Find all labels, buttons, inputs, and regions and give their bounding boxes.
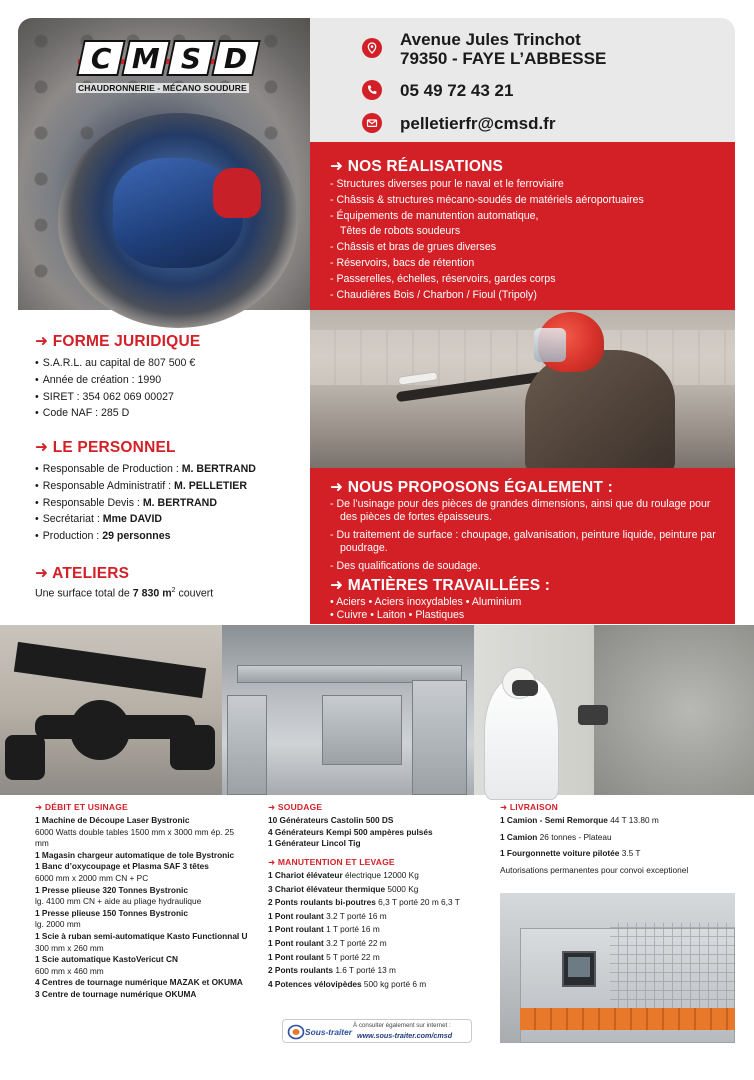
list-item: • Responsable Administratif : M. PELLETIER [35,478,305,495]
manutention-title: ➜ MANUTENTION ET LEVAGE [268,857,395,867]
envelope-icon [362,113,382,133]
list-item: 600 mm x 460 mm [35,965,104,976]
list-item: • Responsable Devis : M. BERTRAND [35,495,305,512]
chassis-beam [14,642,206,698]
list-item: - Structures diverses pour le naval et le ferroviaire [330,178,564,190]
list-item: Têtes de robots soudeurs [340,225,461,238]
proposons-title: ➜ NOUS PROPOSONS ÉGALEMENT : [330,479,613,496]
personnel-list [35,461,305,545]
list-item: - Châssis & structures mécano-soudés de matériels aéroportuaires [330,193,644,206]
list-item: 3 Chariot élévateur thermique 5000 Kg [268,883,419,894]
list-item: 1 Pont roulant 3.2 T porté 22 m [268,937,387,948]
livraison-list [500,815,735,876]
list-item: - Chaudières Bois / Charbon / Fioul (Tripoly) [330,288,537,301]
wheel-hub [170,725,215,770]
list-item: • SIRET : 354 062 069 00027 [35,389,295,406]
painted-surface [594,625,754,795]
wheel-hub [5,735,45,780]
list-item: 1 Pont roulant 5 T porté 22 m [268,951,380,962]
list-item: 4 Centres de tournage numérique MAZAK et OKUMA [35,977,243,988]
list-item: - Équipements de manutention automatique, [330,209,539,222]
manutention-list [268,870,483,990]
operator-figure [525,350,675,475]
address-line-2: 79350 - FAYE L’ABBESSE [400,49,607,68]
frame-beam [412,680,467,795]
list-item: - Des qualifications de soudage. [330,559,481,572]
realisations-title: ➜ NOS RÉALISATIONS [330,158,504,175]
welding-helmet [213,168,261,218]
list-item: 1 Pont roulant 1 T porté 16 m [268,924,380,935]
list-item: lg. 2000 mm [35,919,81,930]
list-item: lg. 4100 mm CN + aide au pliage hydraulique [35,896,202,907]
list-item: 1 Scie automatique KastoVericut CN [35,954,178,965]
list-item: 1 Scie à ruban semi-automatique Kasto Functionnal U 300 mm x 260 mm [35,930,248,953]
sous-traiter-banner[interactable] [282,1019,472,1043]
list-item: • Production : 29 personnes [35,528,305,545]
list-item: 3 Centre de tournage numérique OKUMA [35,988,197,999]
list-item: 4 Potences vélovipèdes 500 kg porté 6 m [268,978,427,989]
frame-plate [322,695,402,765]
list-item: 10 Générateurs Castolin 500 DS [268,815,394,825]
debit-list [35,815,250,1001]
realisations-list [330,177,725,303]
forme-juridique-list [35,355,295,422]
list-item: • Code NAF : 285 D [35,405,295,422]
list-item: • Responsable de Production : M. BERTRAND [35,461,305,478]
list-item: - De l’usinage pour des pièces de grandes dimensions, ainsi que du roulage pour des pièces de fortes épaisseurs. [330,498,711,524]
list-item: 1 Presse plieuse 320 Tonnes Bystronic [35,884,188,895]
welded-frame-photo [222,625,474,795]
address-line-1: Avenue Jules Trinchot [400,30,581,49]
orange-machine-band [520,1008,735,1030]
matieres-title: ➜ MATIÈRES TRAVAILLÉES : [330,577,551,594]
spray-gun [578,705,608,725]
soudage-title: ➜ SOUDAGE [268,802,323,812]
laser-machine-photo [500,893,735,1043]
phone-icon [362,80,382,100]
differential [70,700,130,760]
logo-letter-m: M [121,40,171,76]
list-item: 1 Presse plieuse 150 Tonnes Bystronic [35,907,188,918]
realisations-panel [310,142,735,310]
list-item: 1 Banc d’oxycoupage et Plasma SAF 3 têtes [35,861,209,872]
personnel-title: ➜ LE PERSONNEL [35,439,176,456]
logo-letter-c: C [76,40,126,76]
sandblasting-photo [310,310,735,468]
livraison-note: Autorisations permanentes pour convoi exceptionel [500,864,689,875]
location-pin-icon [362,38,382,58]
list-item: 1 Magasin chargeur automatique de tole Bystronic [35,849,235,860]
forme-juridique-title: ➜ FORME JURIDIQUE [35,333,201,350]
logo-letter-d: D [211,40,261,76]
list-item: 1 Camion 26 tonnes - Plateau [500,831,612,842]
sous-traiter-note: À consulter également sur internet : [353,1022,451,1029]
ateliers-title: ➜ ATELIERS [35,565,130,582]
list-item: - Passerelles, échelles, réservoirs, gardes corps [330,272,556,285]
list-item: 1 Fourgonnette voiture pilotée 3.5 T [500,848,641,859]
soudage-list [268,815,483,850]
phone-number[interactable]: 05 49 72 43 21 [400,81,514,100]
list-item: 1 Générateur Lincol Tig [268,838,361,849]
ateliers-text: Une surface total de 7 830 $m^2$ couvert [35,587,214,600]
livraison-title: ➜ LIVRAISON [500,802,558,812]
safety-fence [610,923,735,1008]
list-item: 6000 mm x 2000 mm CN + PC [35,872,149,883]
painting-photo [474,625,753,795]
debit-title: ➜ DÉBIT ET USINAGE [35,802,128,812]
list-item: 6000 Watts double tables 1500 mm x 3000 mm ép. 25 mm [35,826,234,849]
logo-letter-s: S [166,40,216,76]
list-item: - Réservoirs, bacs de rétention [330,256,475,269]
axles-photo [0,625,222,795]
list-item: 1 Machine de Découpe Laser Bystronic [35,815,190,825]
list-item: - Du traitement de surface : choupage, galvanisation, peinture liquide, peinture par poudrage. [330,528,716,555]
contact-panel [310,18,735,142]
sous-traiter-url[interactable]: www.sous-traiter.com/cmsd [357,1031,453,1040]
matieres-line-2: • Cuivre • Laiton • Plastiques [330,609,465,621]
control-screen [562,951,596,987]
matieres-line-1: • Aciers • Aciers inoxydables • Aluminium [330,596,522,608]
sous-traiter-logo [287,1023,353,1041]
list-item: 1 Camion - Semi Remorque 44 T 13.80 m [500,815,659,825]
list-item: 1 Pont roulant 3.2 T porté 16 m [268,910,387,921]
email-link[interactable]: pelletierfr@cmsd.fr [400,114,556,133]
svg-text:Sous-traiter: Sous-traiter [305,1027,353,1037]
respirator-mask [512,680,538,696]
cmsd-logo [72,40,254,95]
list-item: 2 Ponts roulants 1.6 T porté 13 m [268,965,396,976]
proposons-list [330,498,725,577]
list-item: 4 Générateurs Kempi 500 ampères pulsés [268,826,433,837]
list-item: • Année de création : 1990 [35,372,295,389]
proposons-panel [310,468,735,624]
list-item: 1 Chariot élévateur électrique 12000 Kg [268,870,419,880]
frame-beam [227,695,267,795]
logo-tagline: CHAUDRONNERIE - MÉCANO SOUDURE [78,83,247,93]
hood-visor [534,328,566,362]
list-item: • S.A.R.L. au capital de 807 500 € [35,355,295,372]
list-item: - Châssis et bras de grues diverses [330,241,497,254]
list-item: • Secrétariat : Mme DAVID [35,511,305,528]
list-item: 2 Ponts roulants bi-poutres 6,3 T porté 20 m 6,3 T [268,897,460,908]
